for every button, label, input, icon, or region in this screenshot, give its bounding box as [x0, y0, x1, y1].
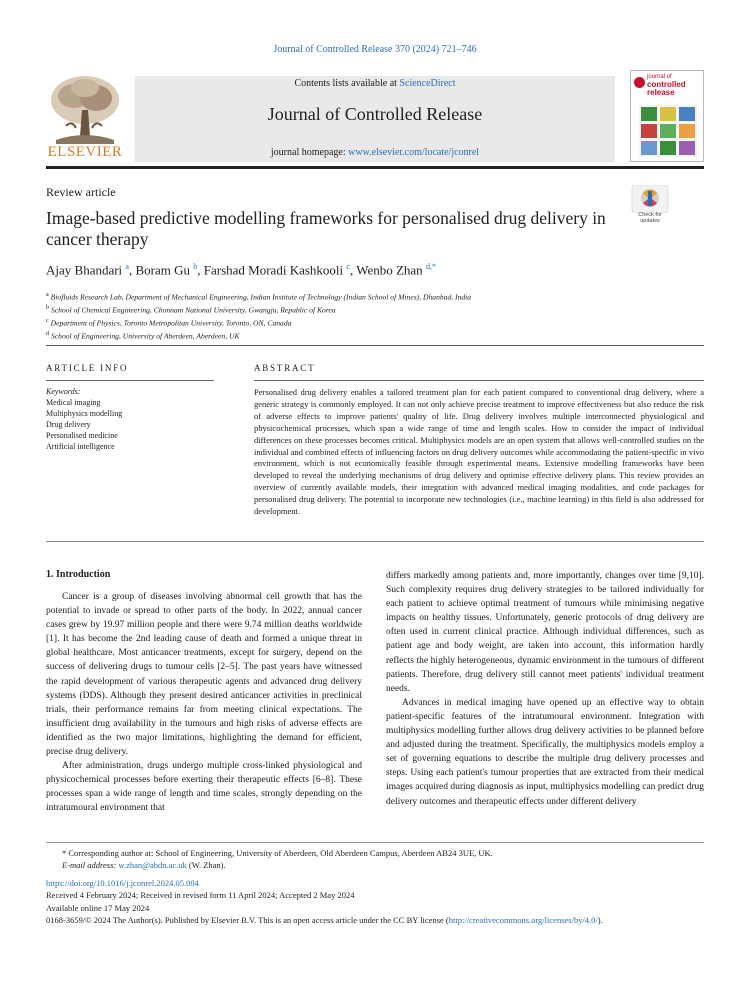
cover-journal-name	[647, 73, 686, 97]
license-line	[46, 914, 704, 926]
body-paragraph: Cancer is a group of diseases involving abnormal cell growth that has the potential to invade or spread to other parts of the body. In 2022, annual cancer cases grew by 19.97 million people and there were 9.74 million deaths worldwide [1]. It has become the 2nd leading cause of death and formed a unique threat in global healthcare. Most anticancer treatments, except for surgery, depend on the success of delivering drugs to tumour cells [2–5]. The past years have witnessed the rapid development of various therapeutic agents and advanced drug delivery systems (DDS). Although they present desired anticancer activities in preclinical trials, their performance remains far from meeting clinical expectations. The insufficient drug availability in the tumours and high risks of adverse effects are identified as the two major limitations, highlighting the demand for efficient, precise drug delivery.	[46, 592, 362, 758]
cover-name-line-3: release	[647, 88, 675, 97]
sciencedirect-link[interactable]: ScienceDirect	[399, 78, 456, 89]
author-affiliation-marker[interactable]: d,*	[425, 262, 436, 271]
affiliation-marker: b	[46, 305, 49, 312]
abstract-text: Personalised drug delivery enables a tailored treatment plan for each patient compared to conventional drug delivery, where a generic strategy is commonly employed. It can not only achieve precise treatment to improve effectiveness but also reduce the risk of adverse effects to improve patients' quality of life. Drug delivery involves multiple interconnected physiological and physicochemical processes, which span a wide range of time and length scales. How to consider the impact of individual differences on these processes becomes critical. Multiphysics models are an open system that allows well-controlled studies on the individual and combined effects of influencing factors on drug delivery outcomes while accommodating the patient-specific in vivo environment, which is not economically feasible through experimental means. Extensive modelling frameworks have been developed to reveal the underlying mechanisms of drug delivery and optimise effective delivery plans. This review provides an overview of currently available models, their integration with advanced medical imaging modalities, and code packages for personalised drug delivery. The potential to incorporate new technologies (i.e., machine learning) in this field is also addressed for development.	[254, 387, 704, 517]
author-name[interactable]: Boram Gu	[135, 262, 191, 278]
author-name[interactable]: Wenbo Zhan	[356, 262, 423, 278]
journal-cover-image[interactable]	[630, 70, 704, 162]
license-suffix: ).	[597, 914, 603, 925]
doi-link[interactable]: https://doi.org/10.1016/j.jconrel.2024.05.004	[46, 878, 199, 888]
abstract-bottom-divider	[46, 541, 704, 542]
affiliation-item	[46, 316, 471, 329]
abstract-rule	[254, 380, 704, 381]
affiliation-item	[46, 290, 471, 303]
footnote-divider	[46, 842, 704, 843]
homepage-line	[135, 147, 615, 158]
cover-name-line-1: journal of	[647, 74, 672, 80]
header-divider	[46, 345, 704, 346]
keywords-label: Keywords:	[46, 387, 81, 396]
cover-name-line-2: controlled	[647, 80, 686, 89]
license-prefix: 0168-3659/© 2024 The Author(s). Published by Elsevier B.V. This is an open access article under the CC BY license (	[46, 914, 449, 925]
affiliation-item	[46, 329, 471, 342]
keyword-item[interactable]: Artificial intelligence	[46, 442, 115, 451]
keyword-item[interactable]: Medical imaging	[46, 398, 101, 407]
body-paragraph: Advances in medical imaging have opened up an effective way to obtain patient-specific features of the intratumoural environment. Integration with multiphysics modelling further allows drug delivery activities to be planned before and adjusted during the treatment. Specifically, the multiphysics models employ a set of governing equations to describe the multiple drug delivery processes and steps. Using each patient's tumour properties that are extracted from their medical images acquired during diagnosis as input, multiphysics modelling can predict drug delivery outcomes and therapeutic effects under different delivery	[386, 697, 704, 807]
author-affiliation-marker[interactable]: b	[193, 262, 198, 271]
available-online: Available online 17 May 2024	[46, 902, 150, 913]
affiliation-text: School of Engineering, University of Aberdeen, Aberdeen, UK	[51, 331, 240, 341]
license-link[interactable]: http://creativecommons.org/licenses/by/4.0/	[448, 914, 598, 925]
affiliation-marker: a	[46, 292, 49, 298]
elsevier-logo[interactable]	[46, 70, 124, 162]
cover-artwork-icon	[639, 105, 697, 157]
crossmark-label: Check for updates	[638, 212, 662, 224]
masthead-divider	[46, 166, 704, 169]
contents-line	[135, 78, 615, 89]
crossmark-icon	[630, 185, 670, 213]
affiliation-marker: d	[46, 331, 49, 338]
body-column-left	[46, 590, 362, 816]
cover-logo-icon	[634, 77, 645, 88]
body-column-right	[386, 569, 704, 809]
homepage-prefix: journal homepage:	[270, 147, 349, 158]
email-suffix: (W. Zhan).	[186, 860, 226, 870]
journal-citation-link[interactable]: Journal of Controlled Release 370 (2024) 721–746	[273, 44, 477, 55]
elsevier-wordmark: ELSEVIER	[47, 144, 123, 160]
affiliation-text: Department of Physics, Toronto Metropolitan University, Toronto, ON, Canada	[50, 318, 292, 328]
article-title: Image-based predictive modelling frameworks for personalised drug delivery in cancer therapy	[46, 208, 606, 249]
contents-prefix: Contents lists available at	[294, 78, 400, 89]
keyword-item[interactable]: Personalised medicine	[46, 431, 118, 440]
check-for-updates-button[interactable]	[630, 185, 670, 223]
affiliation-text: Biofluids Research Lab, Department of Mechanical Engineering, Indian Institute of Technology (Indian School of Mines), Dhanbad, India	[50, 292, 472, 302]
footnote	[46, 847, 704, 871]
article-info-rule	[46, 380, 214, 381]
author-name[interactable]: Ajay Bhandari	[46, 262, 123, 278]
affiliation-marker: c	[46, 318, 49, 325]
author-name[interactable]: Farshad Moradi Kashkooli	[203, 262, 344, 278]
affiliation-item	[46, 303, 471, 316]
author-affiliation-marker[interactable]: a	[125, 262, 129, 271]
publication-info	[46, 877, 704, 926]
keyword-item[interactable]: Drug delivery	[46, 420, 91, 429]
keyword-list	[46, 397, 122, 452]
body-paragraph: After administration, drugs undergo multiple cross-linked physiological and physicochemical processes before exerting their therapeutic effects [6–8]. These processes span a wide range of length and time scales, strongly depending on the intratumoural environment that	[46, 761, 362, 814]
affiliation-list	[46, 290, 471, 342]
article-info-heading: ARTICLE INFO	[46, 363, 129, 373]
affiliation-text: School of Chemical Engineering, Chonnam National University, Gwangju, Republic of Korea	[51, 305, 336, 315]
corresponding-author-note: * Corresponding author at: School of Engineering, University of Aberdeen, Old Aberdeen Campus, Aberdeen AB24 3UE, UK.	[62, 848, 493, 858]
body-paragraph: differs markedly among patients and, more importantly, changes over time [9,10]. Such complexity requires drug delivery strategies to be tailored individually for each patient to achieve optimal treatment of tumours while minimising negative impacts on healthy tissues. Unfortunately, generic protocols of drug delivery are often used in current clinical practice. Although individual differences, such as patient age and body weight, are taken into account, this information hardly reflects the highly heterogeneous, dynamic environment in the tumours of different patients. Therefore, drug delivery still cannot meet patients' individual treatment needs.	[386, 571, 704, 694]
author-affiliation-marker[interactable]: c	[346, 262, 350, 271]
received-dates: Received 4 February 2024; Received in revised form 11 April 2024; Accepted 2 May 2024	[46, 890, 355, 901]
section-heading-introduction: 1. Introduction	[46, 569, 111, 580]
journal-title: Journal of Controlled Release	[267, 104, 483, 124]
journal-homepage-link[interactable]: www.elsevier.com/locate/jconrel	[348, 147, 480, 158]
article-type: Review article	[46, 185, 116, 199]
email-line	[46, 859, 704, 871]
email-link[interactable]: w.zhan@abdn.ac.uk	[118, 860, 187, 870]
email-label: E-mail address:	[62, 860, 119, 870]
author-list: Ajay Bhandari $^a$, Boram Gu $^b$, Farshad Moradi Kashkooli $^c$, Wenbo Zhan $^{d,*}$	[46, 262, 436, 278]
abstract-heading: ABSTRACT	[254, 363, 316, 373]
keyword-item[interactable]: Multiphysics modelling	[46, 409, 123, 418]
